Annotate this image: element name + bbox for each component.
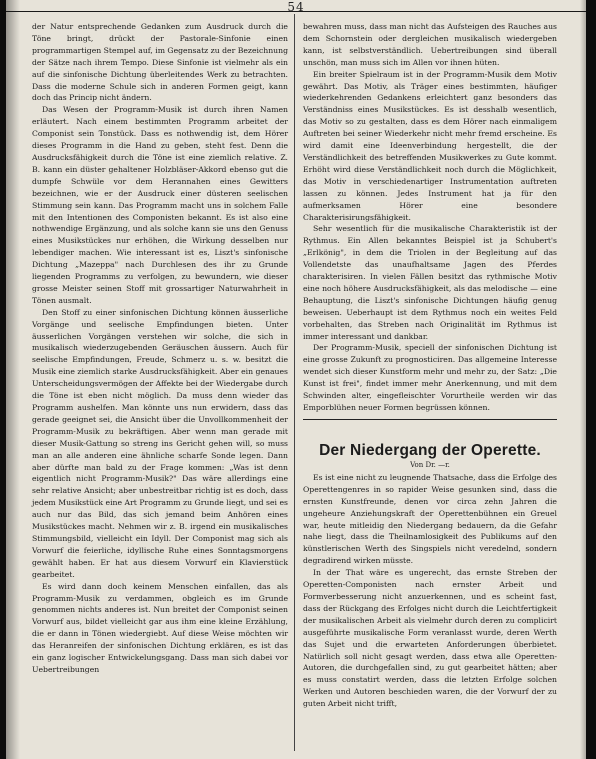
paragraph: Der Programm-Musik, speciell der sinfonischen Dichtung ist eine grosse Zukunft zu prognosticiren. Das allgemeine Interesse wendet sich dieser Kunstform mehr und mehr zu, der Satz: „Die Kunst ist frei", findet immer mehr Anerkennung, und mit dem Schwinden alter, eingefleischter Vorurtheile werden wir das Emporblühen neuer Formen begrüssen können.: [303, 343, 557, 412]
section-divider: [303, 419, 557, 420]
article-title: Der Niedergang der Operette.: [319, 441, 541, 459]
paragraph: Den Stoff zu einer sinfonischen Dichtung können äusserliche Vorgänge und seelische Empfindungen bieten. Unter äusserlichen Vorgängen verstehen wir solche, die sich in musikalisch wiederzugebenden Geräuschen äussern. Auch für seelische Empfindungen, Freude, Schmerz u. s. w. besitzt die Musik eine ziemlich starke Ausdrucksfähigkeit. Aber ein genaues Unterscheidungsvermögen der Affekte bei der Wiedergabe durch die Töne ist eben nicht möglich. Da muss denn wieder das Programm aushelfen. Man könnte uns nun erwidern, dass das gerade geeignet sei, die Ansicht über die Unvollkommenheit der Programm-Musik zu bekräftigen. Aber wenn man gerade mit dieser Musik-Gattung so streng ins Gericht gehen will, so muss man an alle anderen eine ähnliche scharfe Sonde legen. Dann aber dürfte man bald zu der Frage kommen: „Was ist denn eigentlich nicht Programm-Musik?" Das wäre allerdings eine sehr relative Ansicht; aber unbestreitbar richtig ist es doch, dass jedem Musikstück eine Art Programm zu Grunde liegt, und sei es auch nur das Bild, das sich jemand beim Anhören eines Musikstückes macht. Nehmen wir z. B. irgend ein musikalisches Stimmungsbild, vielleicht ein Idyll. Der Componist mag sich als Vorwurf die feierliche, idyllische Ruhe eines Sonntagsmorgens gewählt haben. Er hat aus diesem Vorwurf ein Klavierstück gearbeitet.: [32, 307, 288, 579]
left-column: [32, 21, 288, 676]
page-number: 54: [287, 0, 305, 14]
paragraph: Es wird dann doch keinem Menschen einfallen, das als Programm-Musik zu verdammen, obgleich es im Grunde genommen nichts anderes ist. Nun breitet der Componist seinen Vorwurf aus, bildet vielleicht gar aus ihm eine kleine Erzählung, die er dann in Tönen wiedergiebt. Auf diese Weise möchten wir das Heranreifen der sinfonischen Dichtung erklären, es ist das ein ganz logischer Entwickelungsgang. Dass man sich dabei vor Uebertreibungen: [32, 581, 288, 674]
paragraph: Das Wesen der Programm-Musik ist durch ihren Namen erläutert. Nach einem bestimmten Programm arbeitet der Componist sein Tonstück. Dass es nothwendig ist, dem Hörer dieses Programm in die Hand zu geben, steht fest. Denn die Ausdrucksfähigkeit durch die Töne ist eine ziemlich relative. Z. B. kann ein düster gehaltener Holzbläser-Akkord ebenso gut die dumpfe Schwüle vor dem Herannahen eines Gewitters bezeichnen, wie er der Ausdruck einer düsteren seelischen Stimmung sein kann. Das Programm macht uns in solchem Falle mit den Intentionen des Componisten bekannt. Es ist also eine nothwendige Ergänzung, und als solche kann sie uns den Genuss eines Musikstückes nur erhöhen, die Wirkung desselben nur lebendiger machen. Wie interessant ist es, Liszt's sinfonische Dichtung „Mazeppa" nach Durchlesen des ihr zu Grunde liegenden Programms zu verfolgen, zu bewundern, wie dieser grosse Meister seinen Stoff mit grossartiger Naturwahrheit in Tönen ausmalt.: [32, 105, 288, 305]
paragraph: Sehr wesentlich für die musikalische Charakteristik ist der Rythmus. Ein Allen bekanntes Beispiel ist ja Schubert's „Erlkönig", in dem die Triolen in der Begleitung auf das Vollendetste das unaufhaltsame Jagen des Pferdes charakterisiren. In vielen Fällen besitzt das rythmische Motiv eine noch höhere Ausdrucksfähigkeit, als das melodische — eine Behauptung, die Liszt's sinfonische Dichtungen häufig genug beweisen. Ueberhaupt ist dem Rythmus noch ein weites Feld vorbehalten, das Streben nach Originalität im Rythmus ist immer interessant und dankbar.: [303, 224, 557, 341]
newspaper-page: [6, 0, 586, 759]
page-edge-shadow: [580, 0, 586, 759]
paragraph: Ein breiter Spielraum ist in der Programm-Musik dem Motiv gewährt. Das Motiv, als Träger eines bestimmten, häufiger wiederkehrenden Gedankens erleichtert ganz besonders das Verständniss eines Musikstückes. Es ist desshalb wesentlich, das Motiv so zu gestalten, dass es dem Hörer nach einmaligem Auftreten bei seiner Wiederkehr nicht mehr fremd erscheine. Es wird damit eine Ideenverbindung hergestellt, die der Verständlichkeit des betreffenden Musikwerkes zu Gute kommt. Erhöht wird diese Verständlichkeit noch durch die Möglichkeit, das Motiv in verschiedenartiger Instrumentation auftreten lassen zu können. Jedes Instrument hat ja für den aufmerksamen Hörer eine besondere Charakterisirungsfähigkeit.: [303, 69, 557, 222]
header-rule: [6, 11, 586, 12]
paragraph: bewahren muss, dass man nicht das Aufsteigen des Rauches aus dem Schornstein oder dergleichen musikalisch wiedergeben kann, ist selbstverständlich. Uebertreibungen sind überall unschön, man muss sich im Allen vor ihnen hüten.: [303, 22, 557, 67]
column-divider: [294, 14, 295, 751]
right-column: [303, 21, 557, 710]
binding-shadow: [6, 0, 20, 759]
paragraph: der Natur entsprechende Gedanken zum Ausdruck durch die Töne bringt, drückt der Pastorale-Sinfonie einen programmartigen Stempel auf, im Gegensatz zu der Bezeichnung der Sätze nach ihrem Tempo. Diese Sinfonie ist vielmehr als ein auf die sinfonische Dichtung überleitendes Werk zu betrachten. Dass die moderne Schule sich in anderen Formen geigt, kann doch das Princip nicht ändern.: [32, 22, 288, 103]
article-byline: Von Dr. —r.: [410, 460, 450, 469]
paragraph: In der That wäre es ungerecht, das ernste Streben der Operetten-Componisten nach ernster Arbeit und Formverbesserung nicht anzuerkennen, und es scheint fast, dass der Rückgang des Erfolges nicht durch die Leichtfertigkeit der musikalischen Arbeit als vielmehr durch deren zu complicirt ausgeführte musikalische Form veranlasst wurde, deren Werth das Sujet und die erwarteten Anforderungen überbietet. Natürlich soll nicht gesagt werden, dass etwa alle Operetten-Autoren, die durchgefallen sind, zu gut gearbeitet hätten; aber es muss constatirt werden, dass die letzten Erfolge solchen Werken und Autoren beschieden waren, die der Vorwurf der zu guten Arbeit nicht trifft,: [303, 568, 557, 709]
paragraph: Es ist eine nicht zu leugnende Thatsache, dass die Erfolge des Operettengenres in so rapider Weise gesunken sind, dass die ernsten Kunstfreunde, denen vor circa zehn Jahren die ungeheure Anziehungskraft der Operettenbühnen ein Greuel war, heute mitleidig den Niedergang bedauern, da die Gefahr nahe liegt, dass die Theilnamlosigkeit des Publikums auf den künstlerischen Werth des Singspiels nicht veredelnd, sondern degradirend wirken müsste.: [303, 472, 557, 566]
